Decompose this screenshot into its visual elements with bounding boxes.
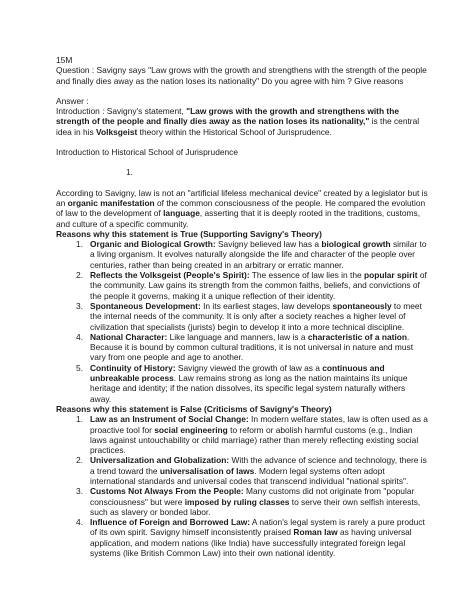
false-reasons-heading: Reasons why this statement is False (Criticisms of Savigny's Theory) [56,403,332,414]
list-item: 4. National Character: Like language and manners, law is a characteristic of a nation. Because it is bound by common cultural traditions, it is not universal in nature and must vary from one people and age to another. [76,331,414,363]
document-body [56,55,428,558]
savigny-paragraph: According to Savigny, law is not an "artificial lifeless mechanical device" created by a legislator but is an organic manifestation of the common consciousness of the people. He compared the evolution of law to the development of language, asserting that it is deeply rooted in the traditions, customs, and culture of a specific community. [56,187,428,229]
list-item: 3. Customs Not Always From the People: Many customs did not originate from "popular consciousness" but were imposed by ruling classes to serve their own selfish interests, such as slavery or bonded labor. [76,486,421,517]
answer-label: Answer : [56,95,89,106]
section-subtitle: Introduction to Historical School of Jurisprudence [56,147,239,158]
true-reasons-list [56,239,428,404]
list-item: 1. Law as an Instrument of Social Change: In modern welfare states, law is often used as a proactive tool for social engineering to reform or abolish harmful customs (e.g., Indian laws against untouchability or child marriage) rather than merely reflecting existing social practices. [76,414,428,456]
list-item: 2. Reflects the Volksgeist (People's Spirit): The essence of law lies in the popular spirit of the community. Law gains its strength from the common faiths, beliefs, and convictions of the people it governs, making it a unique reflection of their identity. [76,270,427,301]
numbered-marker: 1. [126,167,133,178]
list-item: 5. Continuity of History: Savigny viewed the growth of law as a continuous and unbreakable process. Law remains strong as long as the nation maintains its unique heritage and identity; if the nation dissolves, its specific legal system naturally withers away. [76,362,408,404]
introduction-paragraph: Introduction : Savigny's statement, "Law grows with the growth and strengthens with the strength of the people and finally dies away as the nation loses its nationality," is the central idea in his Volksgeist theory within the Historical School of Jurisprudence. [56,106,420,137]
question-text: Question : Savigny says "Law grows with the growth and strengthens with the strength of the people and finally dies away as the nation loses its nationality" Do you agree with him ? Give reasons [56,65,427,86]
list-item: 2. Universalization and Globalization: With the advance of science and technology, there is a trend toward the universalisation of laws. Modern legal systems often adopt international standards and universal codes that transcend individual "national spirits". [76,455,427,486]
marks-label: 15M [56,55,73,65]
list-item: 1. Organic and Biological Growth: Savigny believed law has a biological growth similar to a living organism. It evolves naturally alongside the life and character of the people over centuries, rather than being created in an arbitrary or erratic manner. [76,239,427,270]
false-reasons-list [56,414,428,558]
list-item: 4. Influence of Foreign and Borrowed Law: A nation's legal system is rarely a pure product of its own spirit. Savigny himself inconsistently praised Roman law as having universal application, and modern nations (like India) have successfully integrated foreign legal systems (like British Common Law) into their own national identity. [76,517,425,559]
list-item: 3. Spontaneous Development: In its earliest stages, law develops spontaneously to meet the internal needs of the community. It is only after a society reaches a higher level of civilization that specialists (jurists) begin to develop it into a more technical discipline. [76,300,422,332]
true-reasons-heading: Reasons why this statement is True (Supporting Savigny's Theory) [56,228,322,239]
